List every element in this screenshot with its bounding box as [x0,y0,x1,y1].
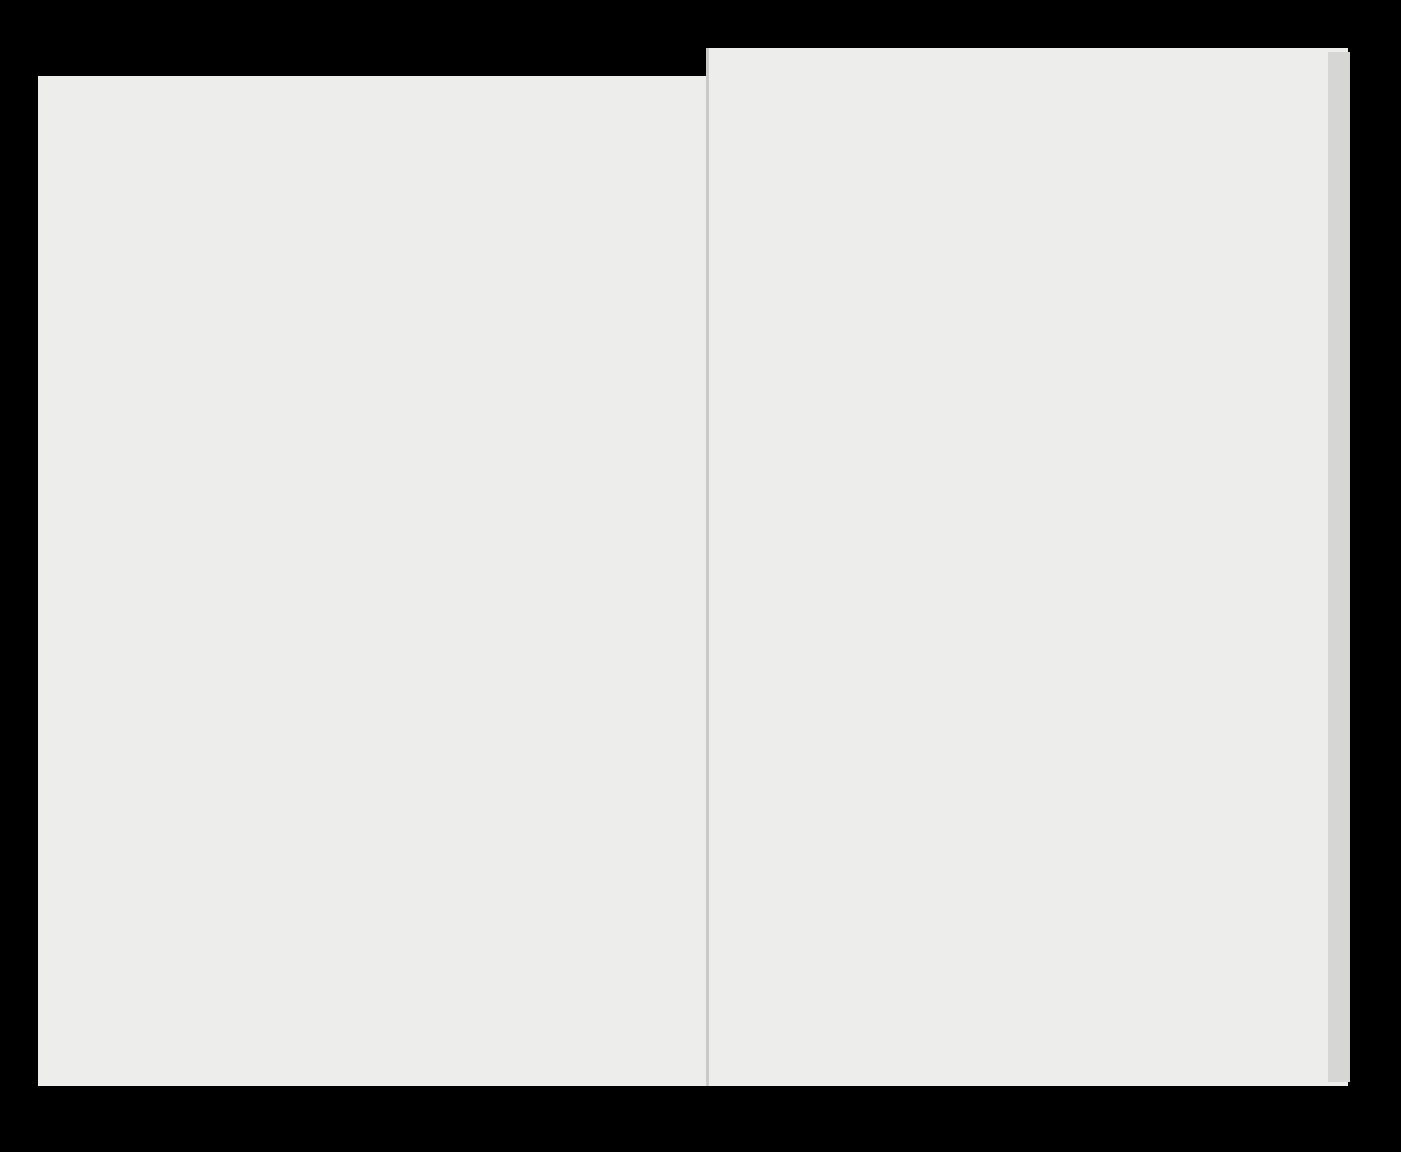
right-page [708,48,1348,1086]
page-gutter [706,48,709,1086]
left-page [38,76,706,1086]
page-edge-right [1328,52,1350,1082]
